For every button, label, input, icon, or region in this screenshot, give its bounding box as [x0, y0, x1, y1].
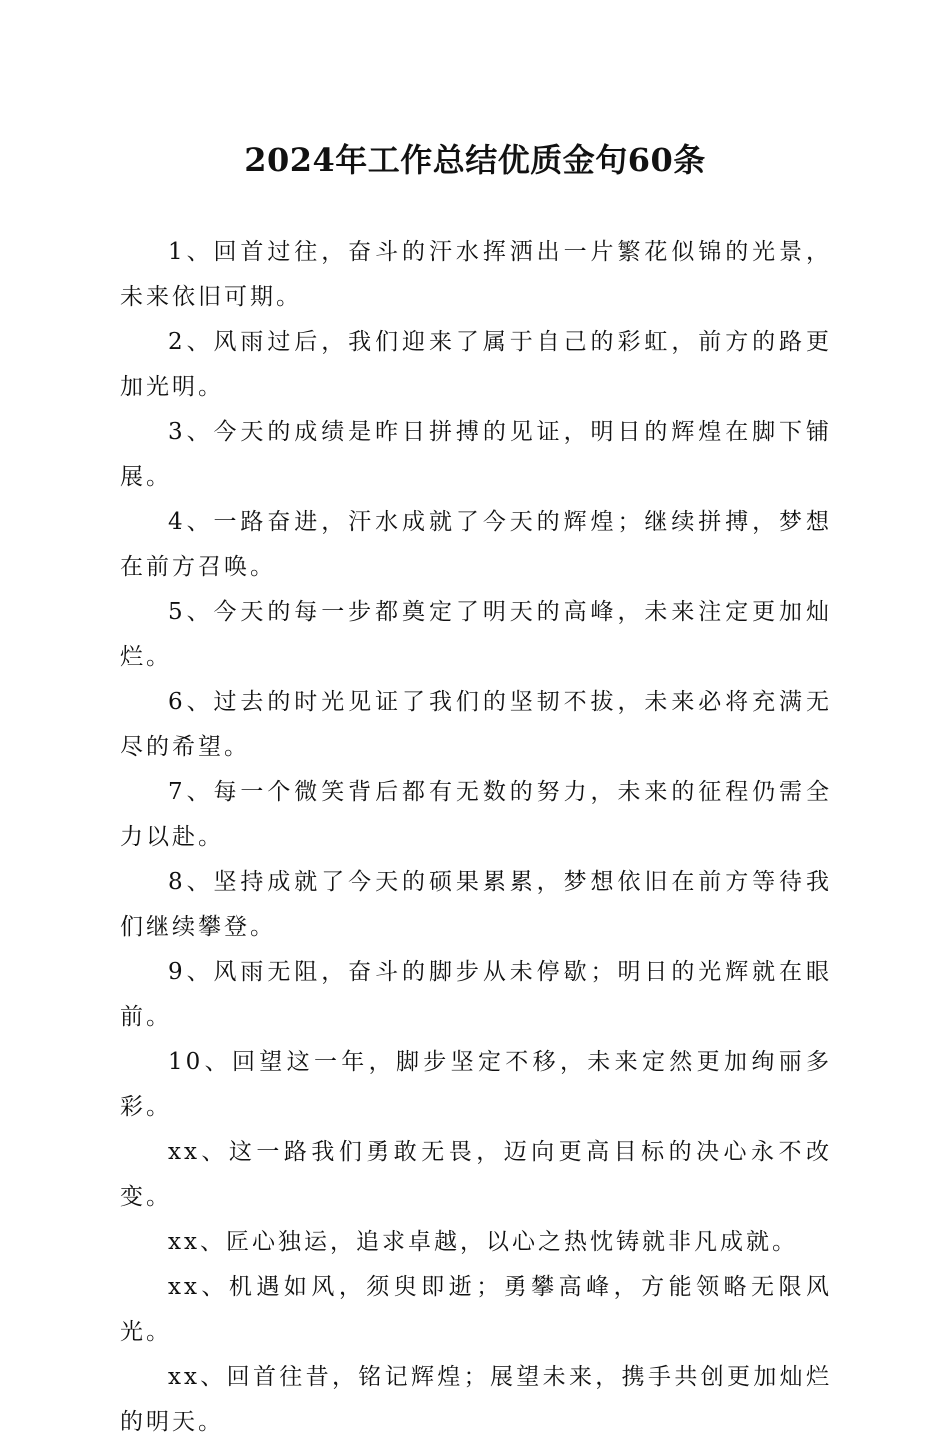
quote-paragraph-1: 1、回首过往，奋斗的汗水挥洒出一片繁花似锦的光景，未来依旧可期。 [120, 239, 832, 310]
quote-paragraph-5: 5、今天的每一步都奠定了明天的高峰，未来注定更加灿烂。 [120, 599, 832, 670]
quote-paragraph-9: 9、风雨无阻，奋斗的脚步从未停歇；明日的光辉就在眼前。 [120, 959, 832, 1030]
quote-paragraph-8: 8、坚持成就了今天的硕果累累，梦想依旧在前方等待我们继续攀登。 [120, 869, 832, 940]
quote-paragraph-10: 10、回望这一年，脚步坚定不移，未来定然更加绚丽多彩。 [120, 1049, 832, 1120]
document-title: 2024年工作总结优质金句60条 [244, 141, 706, 179]
quote-paragraph-14: xx、回首往昔，铭记辉煌；展望未来，携手共创更加灿烂的明天。 [120, 1364, 832, 1435]
quote-paragraph-11: xx、这一路我们勇敢无畏，迈向更高目标的决心永不改变。 [120, 1139, 832, 1210]
document-body [120, 230, 832, 1445]
quote-paragraph-7: 7、每一个微笑背后都有无数的努力，未来的征程仍需全力以赴。 [120, 779, 832, 850]
quote-paragraph-6: 6、过去的时光见证了我们的坚韧不拔，未来必将充满无尽的希望。 [120, 689, 832, 760]
quote-paragraph-12: xx、匠心独运，追求卓越，以心之热忱铸就非凡成就。 [168, 1229, 798, 1255]
quote-paragraph-2: 2、风雨过后，我们迎来了属于自己的彩虹，前方的路更加光明。 [120, 329, 832, 400]
quote-paragraph-4: 4、一路奋进，汗水成就了今天的辉煌；继续拼搏，梦想在前方召唤。 [120, 509, 832, 580]
quote-paragraph-13: xx、机遇如风，须臾即逝；勇攀高峰，方能领略无限风光。 [120, 1274, 832, 1345]
quote-paragraph-3: 3、今天的成绩是昨日拼搏的见证，明日的辉煌在脚下铺展。 [120, 419, 832, 490]
